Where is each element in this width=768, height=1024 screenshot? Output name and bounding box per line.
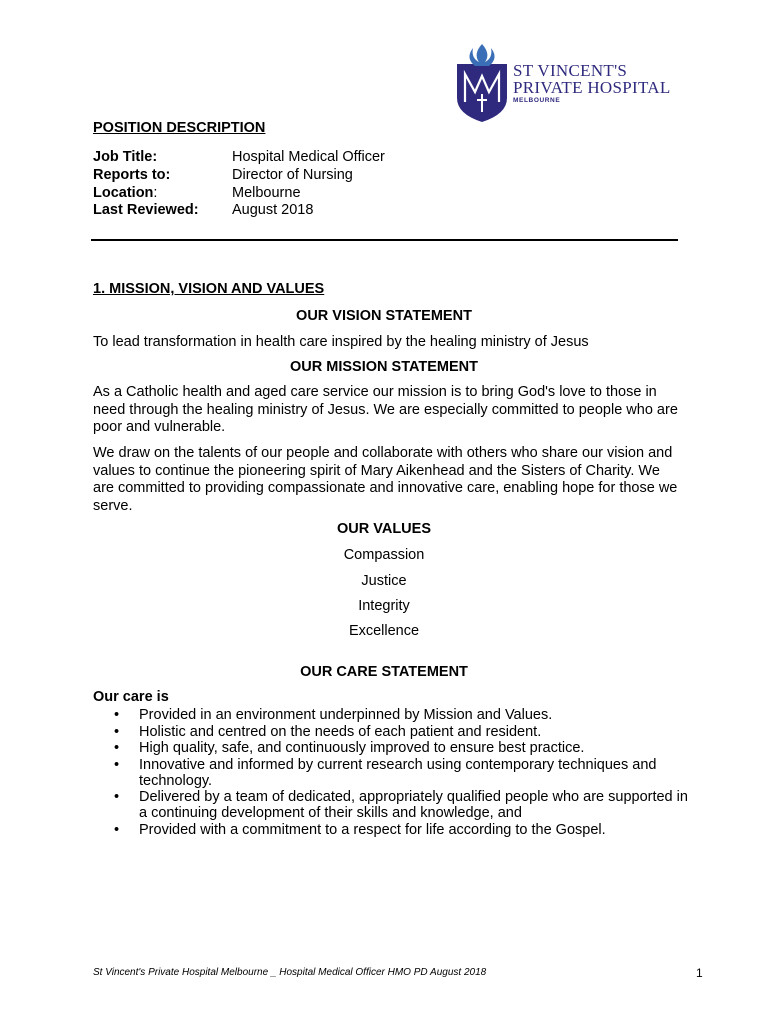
location-value: Melbourne [232, 185, 301, 201]
care-list [93, 707, 693, 838]
value-item: Integrity [358, 598, 410, 614]
value-item: Excellence [348, 623, 420, 639]
location-label [93, 185, 157, 202]
bullet-icon: • [114, 707, 120, 723]
last-reviewed-value: August 2018 [232, 202, 314, 218]
bullet-icon: • [114, 740, 120, 756]
value-item: Justice [361, 573, 407, 589]
vision-heading: OUR VISION STATEMENT [296, 308, 472, 324]
care-item-text: Delivered by a team of dedicated, appropriately qualified people who are supported in a continuing development of their skills and knowledge, and [139, 789, 688, 821]
last-reviewed-label: Last Reviewed: [93, 202, 199, 218]
logo-line1: ST VINCENT'S [513, 61, 628, 80]
mission-heading: OUR MISSION STATEMENT [290, 359, 478, 375]
care-item-text: High quality, safe, and continuously improved to ensure best practice. [139, 740, 585, 756]
bullet-icon: • [114, 723, 120, 740]
vision-text: To lead transformation in health care inspired by the healing ministry of Jesus [93, 334, 589, 350]
location-label-text: Location [93, 185, 154, 201]
location-label-colon: : [153, 185, 158, 201]
logo-line3: MELBOURNE [513, 97, 561, 104]
list-item [93, 789, 693, 821]
bullet-icon: • [114, 821, 120, 838]
reports-to-value: Director of Nursing [232, 167, 353, 183]
bullet-icon: • [114, 756, 120, 773]
care-item-text: Provided with a commitment to a respect for life according to the Gospel. [139, 821, 606, 838]
list-item [93, 724, 693, 740]
page-number: 1 [696, 966, 703, 980]
logo-line2: PRIVATE HOSPITAL [513, 78, 671, 97]
care-intro: Our care is [93, 689, 169, 705]
care-item-text: Holistic and centred on the needs of each patient and resident. [139, 723, 542, 740]
job-title-value: Hospital Medical Officer [232, 149, 385, 165]
list-item [93, 740, 693, 756]
mission-paragraph-2: We draw on the talents of our people and collaborate with others who share our vision and values to continue the pioneering spirit of Mary Aikenhead and the Sisters of Charity. We are committed to providing compassionate and innovative care, enabling hope for those we serve. [93, 445, 678, 514]
page-title: POSITION DESCRIPTION [93, 120, 266, 136]
bullet-icon: • [114, 789, 120, 805]
list-item [93, 757, 693, 789]
logo-emblem-icon [455, 42, 511, 122]
section-heading: 1. MISSION, VISION AND VALUES [93, 281, 325, 297]
reports-to-label: Reports to: [93, 167, 171, 183]
care-heading: OUR CARE STATEMENT [300, 664, 468, 680]
header-divider [91, 239, 678, 241]
care-item-text: Innovative and informed by current research using contemporary techniques and technology. [139, 756, 657, 789]
list-item [93, 707, 693, 723]
values-heading: OUR VALUES [337, 521, 431, 537]
value-item: Compassion [343, 547, 425, 563]
hospital-logo [455, 42, 685, 122]
list-item [93, 822, 693, 838]
mission-paragraph-1: As a Catholic health and aged care service our mission is to bring God's love to those in need through the healing ministry of Jesus. We are especially committed to people who are poor and vulnerable. [93, 384, 678, 435]
job-title-label: Job Title: [93, 149, 158, 165]
care-item-text: Provided in an environment underpinned by Mission and Values. [139, 707, 553, 723]
footer-text: St Vincent's Private Hospital Melbourne _ Hospital Medical Officer HMO PD August 2018 [93, 967, 487, 978]
